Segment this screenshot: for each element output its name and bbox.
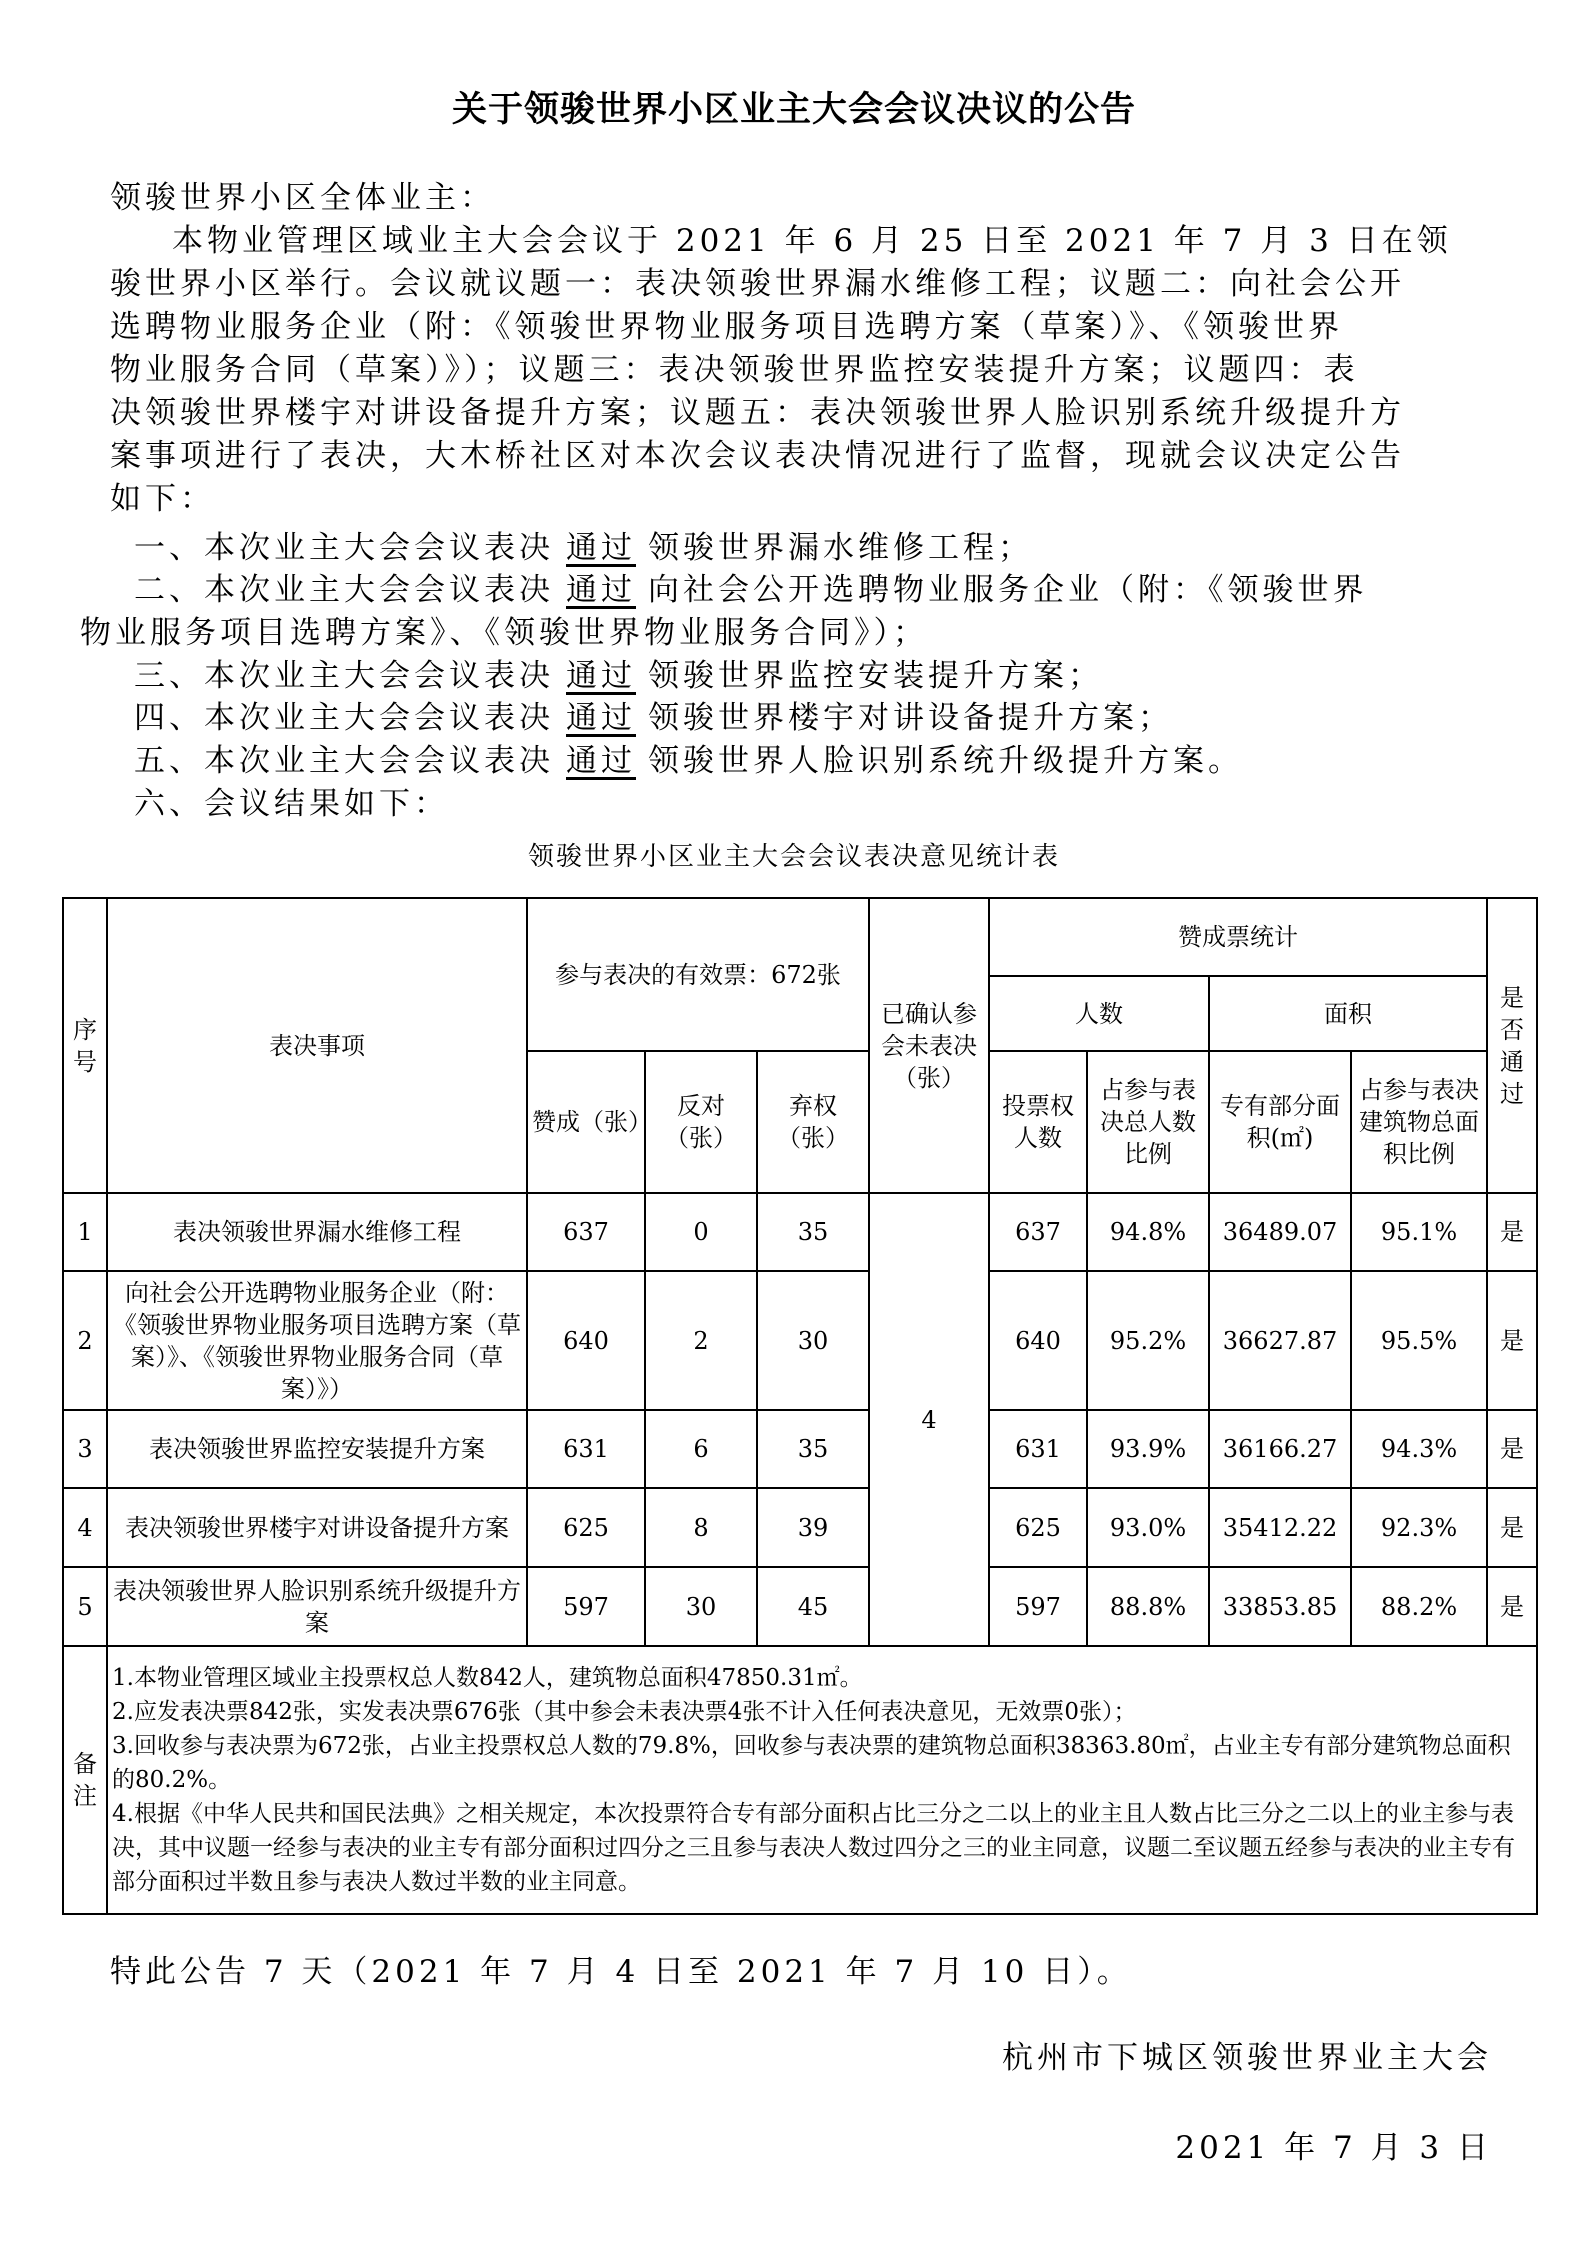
cell-seq: 2 (63, 1271, 107, 1410)
table-row (63, 1193, 1537, 1271)
cell-abstain: 39 (757, 1488, 869, 1567)
cell-abstain: 45 (757, 1567, 869, 1646)
notes-cell (107, 1646, 1537, 1914)
cell-area-ratio: 88.2% (1351, 1567, 1487, 1646)
header-passed: 是否通过 (1487, 898, 1537, 1193)
notes-label: 备注 (63, 1646, 107, 1914)
page-title: 关于领骏世界小区业主大会会议决议的公告 (451, 90, 1136, 130)
cell-area-ratio: 95.5% (1351, 1271, 1487, 1410)
resolution-text: 领骏世界监控安装提升方案； (648, 658, 1103, 694)
resolution-4 (134, 692, 1173, 737)
cell-people-ratio: 93.9% (1087, 1410, 1209, 1488)
table-row (63, 1271, 1537, 1410)
cell-people-ratio: 88.8% (1087, 1567, 1209, 1646)
cell-unvoted: 4 (869, 1193, 989, 1646)
cell-matter: 表决领骏世界监控安装提升方案 (107, 1410, 527, 1488)
intro-line-4: 物业服务合同（草案）》）；议题三：表决领骏世界监控安装提升方案；议题四：表 (110, 352, 1359, 388)
header-people: 人数 (989, 976, 1209, 1051)
cell-for: 597 (527, 1567, 645, 1646)
intro-line-3: 选聘物业服务企业（附：《领骏世界物业服务项目选聘方案（草案）》、《领骏世界 (110, 309, 1343, 345)
signature: 杭州市下城区领骏世界业主大会 (1002, 2040, 1492, 2076)
cell-people-ratio: 93.0% (1087, 1488, 1209, 1567)
cell-voters: 631 (989, 1410, 1087, 1488)
cell-against: 8 (645, 1488, 757, 1567)
cell-voters: 625 (989, 1488, 1087, 1567)
header-abstain: 弃权（张） (757, 1051, 869, 1193)
intro-line-6: 案事项进行了表决，大木桥社区对本次会议表决情况进行了监督，现就会议决定公告 (110, 438, 1405, 474)
cell-seq: 3 (63, 1410, 107, 1488)
cell-for: 625 (527, 1488, 645, 1567)
table-row (63, 1488, 1537, 1567)
resolution-prefix: 一、本次业主大会会议表决 (134, 530, 554, 566)
cell-people-ratio: 95.2% (1087, 1271, 1209, 1410)
cell-private-area: 33853.85 (1209, 1567, 1351, 1646)
note-4: 4.根据《中华人民共和国民法典》之相关规定，本次投票符合专有部分面积占比三分之二以上的业主且人数占比三分之二以上的业主参与表决，其中议题一经参与表决的业主专有部分面积过四分之三且参与表决人数过四分之三的业主同意，议题二至议题五经参与表决的业主专有部分面积过半数且参与表决人数过半数的业主同意。 (112, 1801, 1515, 1895)
resolution-text: 领骏世界楼宇对讲设备提升方案； (648, 700, 1173, 736)
intro-line-7: 如下： (110, 481, 215, 517)
cell-passed: 是 (1487, 1271, 1537, 1410)
cell-area-ratio: 92.3% (1351, 1488, 1487, 1567)
resolution-text: 领骏世界人脸识别系统升级提升方案。 (648, 743, 1243, 779)
closing-notice: 特此公告 7 天（2021 年 7 月 4 日至 2021 年 7 月 10 日）。 (110, 1954, 1132, 1990)
intro-line-1: 本物业管理区域业主大会会议于 2021 年 6 月 25 日至 2021 年 7 月 3 日在领 (172, 223, 1452, 259)
cell-passed: 是 (1487, 1567, 1537, 1646)
cell-area-ratio: 94.3% (1351, 1410, 1487, 1488)
vote-statistics-table (62, 897, 1538, 1915)
header-people-ratio: 占参与表决总人数比例 (1087, 1051, 1209, 1193)
cell-people-ratio: 94.8% (1087, 1193, 1209, 1271)
intro-line-5: 决领骏世界楼宇对讲设备提升方案；议题五：表决领骏世界人脸识别系统升级提升方 (110, 395, 1405, 431)
notes-row (63, 1646, 1537, 1914)
item-six: 六、会议结果如下： (134, 786, 449, 822)
header-private-area: 专有部分面积(㎡) (1209, 1051, 1351, 1193)
resolution-result: 通过 (566, 743, 636, 779)
cell-abstain: 35 (757, 1410, 869, 1488)
resolution-prefix: 三、本次业主大会会议表决 (134, 658, 554, 694)
table-caption: 领骏世界小区业主大会会议表决意见统计表 (527, 842, 1060, 872)
header-valid-votes: 参与表决的有效票：672张 (527, 898, 869, 1051)
cell-abstain: 30 (757, 1271, 869, 1410)
cell-matter: 向社会公开选聘物业服务企业（附：《领骏世界物业服务项目选聘方案（草案）》、《领骏世界物业服务合同（草案）》） (107, 1271, 527, 1410)
cell-for: 640 (527, 1271, 645, 1410)
salutation: 领骏世界小区全体业主： (110, 180, 495, 216)
resolution-2-continued: 物业服务项目选聘方案》、《领骏世界物业服务合同》）； (80, 615, 928, 651)
resolution-result: 通过 (566, 572, 636, 608)
note-1: 1.本物业管理区域业主投票权总人数842人，建筑物总面积47850.31㎡。 (112, 1665, 863, 1691)
resolution-result: 通过 (566, 658, 636, 694)
cell-voters: 640 (989, 1271, 1087, 1410)
table-row (63, 1410, 1537, 1488)
cell-for: 637 (527, 1193, 645, 1271)
header-against: 反对（张） (645, 1051, 757, 1193)
header-approval-stats: 赞成票统计 (989, 898, 1487, 976)
cell-against: 0 (645, 1193, 757, 1271)
resolution-prefix: 五、本次业主大会会议表决 (134, 743, 554, 779)
resolution-text: 领骏世界漏水维修工程； (648, 530, 1033, 566)
cell-passed: 是 (1487, 1193, 1537, 1271)
header-area: 面积 (1209, 976, 1487, 1051)
signature-date: 2021 年 7 月 3 日 (1175, 2130, 1492, 2166)
resolution-3 (134, 650, 1103, 695)
table-row (63, 1567, 1537, 1646)
cell-private-area: 35412.22 (1209, 1488, 1351, 1567)
header-voters: 投票权人数 (989, 1051, 1087, 1193)
cell-private-area: 36489.07 (1209, 1193, 1351, 1271)
header-for: 赞成（张） (527, 1051, 645, 1193)
header-unvoted: 已确认参会未表决（张） (869, 898, 989, 1193)
cell-against: 6 (645, 1410, 757, 1488)
note-2: 2.应发表决票842张，实发表决票676张（其中参会未表决票4张不计入任何表决意见，无效票0张）； (112, 1699, 1137, 1725)
resolution-result: 通过 (566, 700, 636, 736)
cell-against: 2 (645, 1271, 757, 1410)
cell-for: 631 (527, 1410, 645, 1488)
cell-private-area: 36627.87 (1209, 1271, 1351, 1410)
cell-area-ratio: 95.1% (1351, 1193, 1487, 1271)
cell-seq: 4 (63, 1488, 107, 1567)
note-3: 3.回收参与表决票为672张，占业主投票权总人数的79.8%，回收参与表决票的建筑物总面积38363.80㎡，占业主专有部分建筑物总面积的80.2%。 (112, 1733, 1511, 1793)
resolution-prefix: 四、本次业主大会会议表决 (134, 700, 554, 736)
header-seq: 序号 (63, 898, 107, 1193)
cell-matter: 表决领骏世界漏水维修工程 (107, 1193, 527, 1271)
cell-matter: 表决领骏世界人脸识别系统升级提升方案 (107, 1567, 527, 1646)
intro-line-2: 骏世界小区举行。会议就议题一：表决领骏世界漏水维修工程；议题二：向社会公开 (110, 266, 1405, 302)
resolution-5 (134, 735, 1243, 780)
cell-voters: 597 (989, 1567, 1087, 1646)
cell-private-area: 36166.27 (1209, 1410, 1351, 1488)
resolution-prefix: 二、本次业主大会会议表决 (134, 572, 554, 608)
resolution-text: 向社会公开选聘物业服务企业（附：《领骏世界 (648, 572, 1368, 608)
cell-against: 30 (645, 1567, 757, 1646)
resolution-result: 通过 (566, 530, 636, 566)
cell-matter: 表决领骏世界楼宇对讲设备提升方案 (107, 1488, 527, 1567)
header-row-1 (63, 898, 1537, 976)
header-area-ratio: 占参与表决建筑物总面积比例 (1351, 1051, 1487, 1193)
cell-passed: 是 (1487, 1410, 1537, 1488)
header-matter: 表决事项 (107, 898, 527, 1193)
cell-passed: 是 (1487, 1488, 1537, 1567)
cell-seq: 1 (63, 1193, 107, 1271)
resolution-1 (134, 522, 1033, 567)
cell-voters: 637 (989, 1193, 1087, 1271)
cell-seq: 5 (63, 1567, 107, 1646)
resolution-2 (134, 564, 1368, 609)
cell-abstain: 35 (757, 1193, 869, 1271)
